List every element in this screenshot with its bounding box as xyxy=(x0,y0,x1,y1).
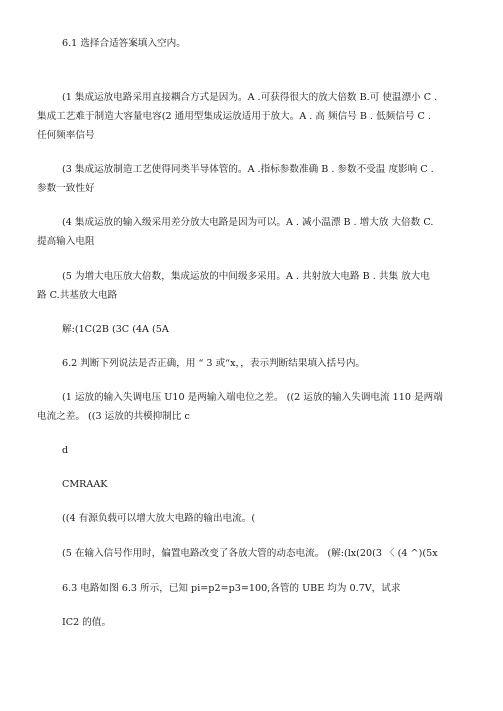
question-2-line-3: 任何频率信号 xyxy=(37,130,95,141)
question-5-line-1: (5 为增大电压放大倍数，集成运放的中间级多采用。A . 共射放大电路 B . 共集 放大电 xyxy=(62,271,430,282)
statement-2-3-line-2: 电流之差。 ((3 运放的共模抑制比 c xyxy=(37,411,190,422)
question-4-line-1: (4 集成运放的输入级采用差分放大电路是因为可以。A . 减小温漂 B . 增大放 大倍数 C. xyxy=(62,217,434,228)
section-6-3-line-2: IC2 的值。 xyxy=(62,617,112,628)
formula-d: d xyxy=(62,445,69,456)
formula-cmraak: CMRAAK xyxy=(62,479,108,490)
statement-4: ((4 有源负载可以增大放大电路的输出电流。( xyxy=(62,513,256,524)
question-3-line-1: (3 集成运放制造工艺使得同类半导体管的。A .指标参数准确 B . 参数不受温 度影响 C . xyxy=(62,164,434,175)
answer-6-1: 解:(1C(2B (3C (4A (5A xyxy=(62,324,169,335)
section-6-3-heading: 6.3 电路如图 6.3 所示，已知 pi=p2=p3=100,各管的 UBE 均为 0.7V，试求 xyxy=(62,583,401,594)
question-1-2-line-2: 集成工艺难于制造大容量电容(2 通用型集成运放适用于放大。A . 高 频信号 B . 低频信号 C . xyxy=(37,111,431,122)
section-6-1-heading: 6.1 选择合适答案填入空内。 xyxy=(62,38,186,49)
question-1-line-1: (1 集成运放电路采用直接耦合方式是因为。A .可获得很大的放大倍数 B.可 使温漂小 C . xyxy=(62,92,438,103)
question-5-line-2: 路 C.共基放大电路 xyxy=(37,290,118,301)
statement-5-and-answer: (5 在输入信号作用时，偏置电路改变了各放大管的动态电流。 (解:(lx(20(3 〈 (4 ^)(5x xyxy=(62,548,438,559)
question-4-line-2: 提高输入电阻 xyxy=(37,236,95,247)
question-3-line-2: 参数一致性好 xyxy=(37,183,95,194)
statement-1-line-1: (1 运放的输入失调电压 U10 是两输入端电位之差。 ((2 运放的输入失调电流 110 是两端 xyxy=(62,392,443,403)
section-6-2-heading: 6.2 判断下列说法是否正确，用 “ 3 或“x，，表示判断结果填入括号内。 xyxy=(62,358,366,369)
